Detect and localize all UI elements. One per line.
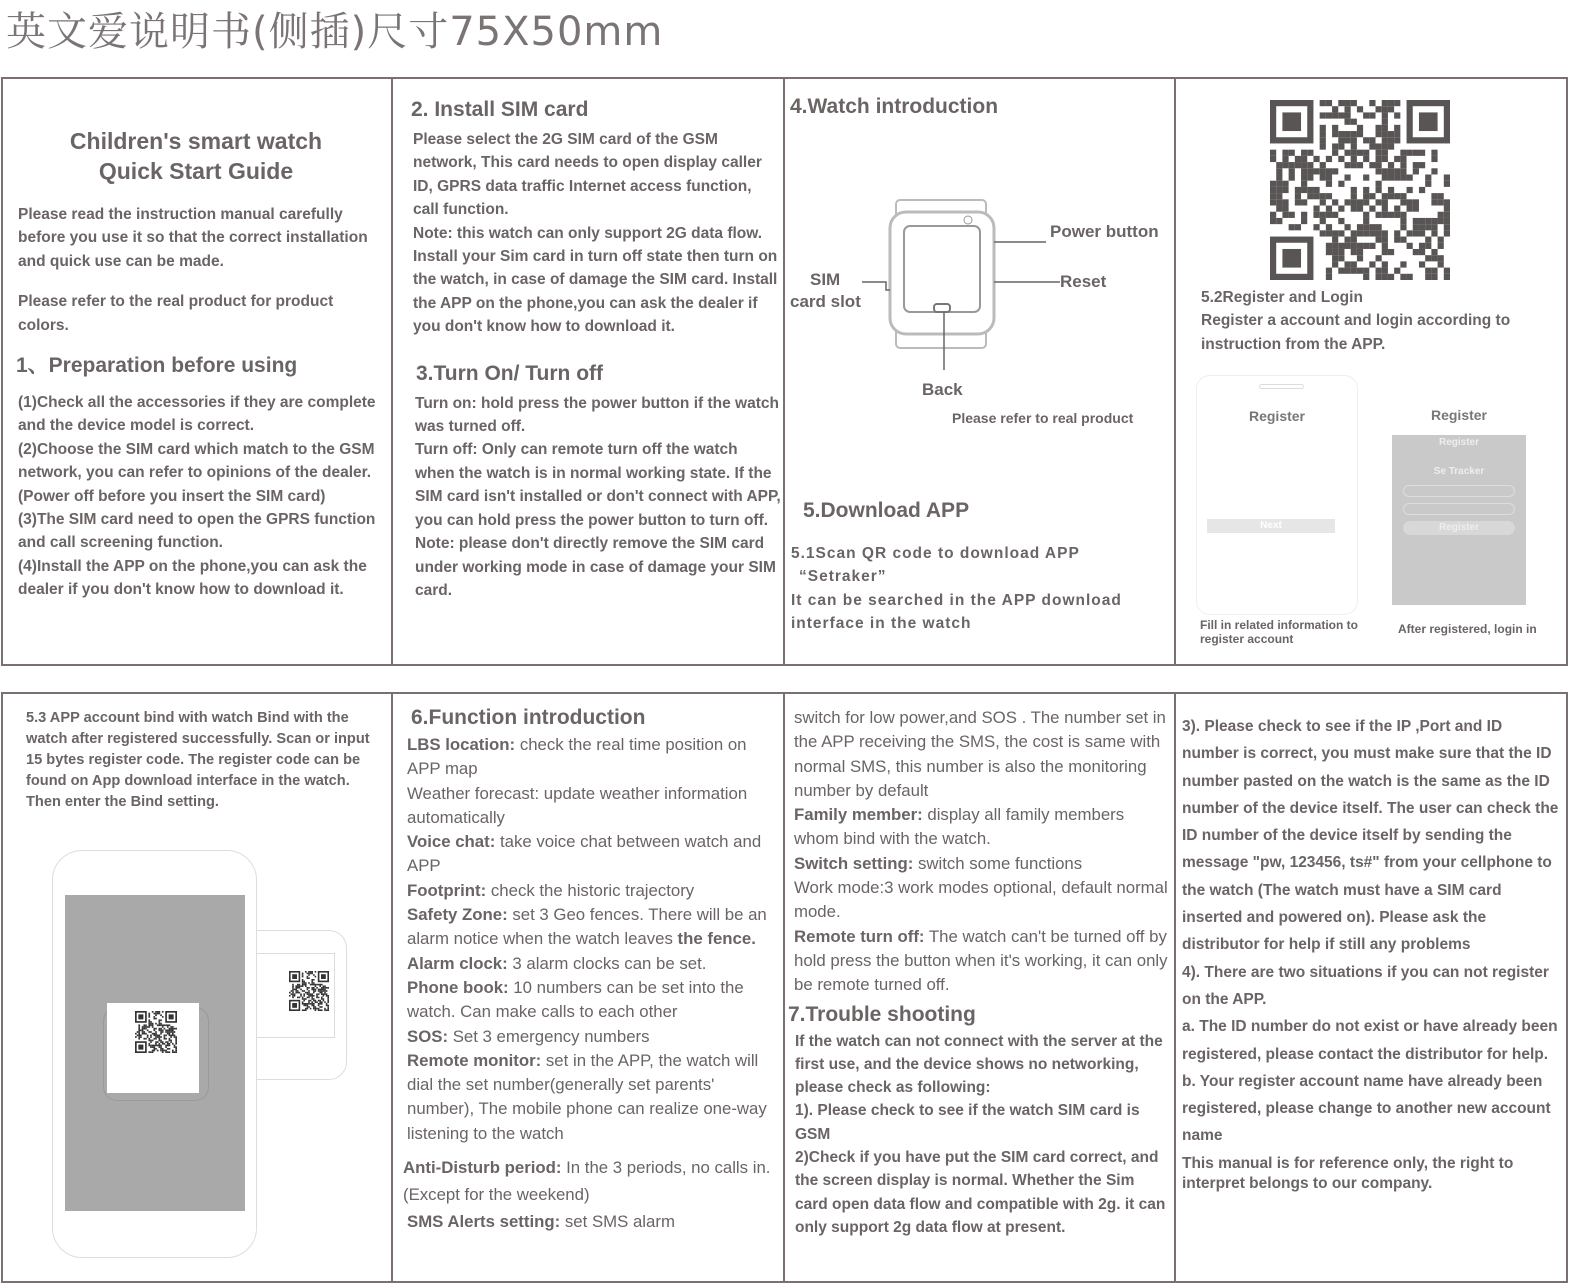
download-step: 5.1Scan QR code to download APP [791,545,1080,562]
register-text: Register a account and login according to instruction from the APP. [1201,312,1511,353]
function-label: SMS Alerts setting: [407,1212,561,1232]
page-title: 英文爱说明书(侧插)尺寸75X50mm [6,9,664,55]
colors-text: Please refer to the real product for product colors. [18,293,334,334]
guide-title-line2: Quick Start Guide [98,158,294,184]
function-label: Footprint: [407,880,487,900]
sim-label: SIM [810,270,841,289]
function-label: Safety Zone: [407,905,508,925]
sim-heading: 2. Install SIM card [411,98,589,121]
trouble-heading: 7.Trouble shooting [788,1002,976,1026]
function-list [407,733,779,1146]
sim-note: Note: this watch can only support 2G data flow. Install your Sim card in turn off state then turn on the watch, in case of damage the SIM card. Install the APP on the phone,you can ask the dealer if you don't know how to download it. [413,224,778,336]
phone1-caption: Fill in related information to register account [1200,618,1359,646]
column-intro [0,126,392,602]
phone-illustration [52,850,257,1258]
function-item [407,879,779,903]
column-download [791,498,1166,636]
function-item [407,976,779,1025]
download-heading: 5.Download APP [803,499,970,522]
next-button[interactable]: Next [1207,519,1335,533]
function-desc: 10 numbers can be set into the watch. Can make calls to each other [407,977,744,1022]
guide-title-line1: Children's smart watch [69,128,323,154]
function-item [407,1049,779,1146]
watch-illustration [255,930,347,1080]
function-label: Switch setting: [794,853,914,873]
function-item [403,1208,779,1235]
function-desc: display all family members whom bind with the watch. [794,805,1125,849]
register-heading: 5.2Register and Login [1201,289,1363,306]
divider [1174,77,1176,666]
reset-label: Reset [1060,272,1107,291]
divider [783,692,785,1283]
preparation-heading: 1、Preparation before using [16,354,298,378]
trouble-step: a. The ID number do not exist or have already been registered, please contact the distributor for help. [1182,1018,1558,1063]
function-label: Anti-Disturb period: [403,1158,562,1178]
turn-heading: 3.Turn On/ Turn off [416,361,604,385]
bind-text: 5.3 APP account bind with watch Bind with the watch after registered successfully. Scan or input 15 bytes register code. The register code can be found on App download interface in the watch. Then enter the Bind setting. [26,710,370,810]
phone-login-screen [1378,375,1548,615]
register-button[interactable]: Register [1403,521,1515,535]
divider [1174,692,1176,1283]
trouble-step: b. Your register account name have already been registered, please change to another new account name [1182,1072,1551,1145]
watch-qr-code [289,971,329,1011]
turn-on-text: Turn on: hold press the power button if the watch was turned off. [415,394,779,436]
trouble-step: 1). Please check to see if the watch SIM card is GSM [795,1102,1140,1143]
column-functions-continued [788,706,1170,1239]
function-heading: 6.Function introduction [411,706,646,729]
phone-register-screen [1196,375,1358,615]
register-title: Register [1248,408,1306,424]
function-desc: take voice chat between watch and APP [407,832,762,876]
watch-heading: 4.Watch introduction [790,95,999,118]
sim-text: Please select the 2G SIM card of the GSM network, This card needs to open display caller ID, GPRS data traffic Internet access function, call function. [413,131,762,219]
turn-off-text: Turn off: Only can remote turn off the watch when the watch is in normal working state. If the SIM card isn't installed or don't connect with APP, you can hold press the power button to turn off. [415,441,781,529]
trouble-step: 3). Please check to see if the IP ,Port and ID number is correct, you must make sure that the ID number pasted on the watch is the same as the ID number of the device itself. The user can check the ID number of the device itself by sending the message "pw, 123456, ts#" from your cellphone to the watch (The watch must have a SIM card inserted and powered on). Please ask the distributor for help if still any problems [1182,718,1559,954]
function-item: Work mode:3 work modes optional, default normal mode. [794,878,1168,922]
function-desc: set in the APP, the watch will dial the set number(generally set parents' number), The mobile phone can realize one-way listening to the watch [407,1050,767,1143]
app-name: “Setraker” [799,568,887,586]
function-desc: set 3 Geo fences. There will be an alarm notice when the watch leaves [407,905,767,949]
function-desc: set SMS alarm [560,1212,675,1232]
prep-item: (2)Choose the SIM card which match to the GSM network, you can refer to opinions of the dealer.(Power off before you insert the SIM card) [18,440,375,505]
function-item [403,1154,779,1208]
function-item [407,782,779,831]
turn-note: Note: please don't directly remove the SIM card under working mode in case of damage your SIM card. [415,535,776,599]
function-desc: The watch can't be turned off by hold press the button when it's working, it can only be remote turned off. [794,926,1168,995]
function-label: SOS: [407,1026,449,1046]
disclaimer: This manual is for reference only, the right to interpret belongs to our company. [1182,1154,1514,1192]
function-label: Alarm clock: [407,953,508,973]
function-item [794,852,1170,876]
power-button-label: Power button [1050,222,1159,241]
intro-text: Please read the instruction manual carefully before you use it so that the correct installation and quick use can be made. [18,206,368,270]
function-desc: Set 3 emergency numbers [448,1026,650,1046]
qr-code[interactable] [1270,100,1452,280]
function-label: Family member: [794,805,923,825]
function-item [794,803,1170,852]
function-label: LBS location: [407,735,516,754]
inner-register-title: Register [1438,437,1479,448]
trouble-text: If the watch can not connect with the server at the first use, and the device shows no networking, please check as following: [795,1032,1163,1097]
back-label: Back [922,380,963,399]
watch-diagram [784,190,1174,380]
function-item [407,733,779,782]
function-label: Remote turn off: [794,926,925,946]
refer-note: Please refer to real product [952,410,1134,426]
column-functions [403,705,779,1235]
function-label: Remote monitor: [407,1050,542,1070]
divider [391,692,393,1283]
watch-qr-code [135,1011,179,1053]
prep-item: (1)Check all the accessories if they are complete and the device model is correct. [18,394,376,435]
function-item [407,830,779,879]
function-item [407,952,779,976]
function-desc: switch some functions [913,853,1083,873]
app-brand: Se Tracker [1433,466,1485,477]
function-desc: the fence. [677,929,756,949]
column-sim [411,97,781,602]
function-item [407,1025,779,1049]
function-desc: Weather forecast: update weather information automatically [407,783,748,827]
function-label: Phone book: [407,977,509,997]
phone2-caption: After registered, login in [1398,622,1537,636]
trouble-step: 4). There are two situations if you can not register on the APP. [1182,963,1549,1008]
prep-item: (3)The SIM card need to open the GPRS function and call screening function. [18,511,376,552]
card-slot-label: card slot [790,292,861,311]
register-title: Register [1430,407,1488,423]
prep-item: (4)Install the APP on the phone,you can ask the dealer if you don't know how to download it. [18,557,367,599]
trouble-step: 2)Check if you have put the SIM card correct, and the screen display is normal. Whether the Sim card open data flow and compatible with 2g. it can only support 2g data flow at present. [795,1149,1166,1236]
function-desc: check the historic trajectory [486,880,695,900]
function-item [407,903,779,952]
function-desc: check the real time position on APP map [407,735,747,779]
function-desc: 3 alarm clocks can be set. [507,953,707,973]
column-troubleshooting [1182,713,1560,1194]
function-item [794,925,1170,998]
function-desc: In the 3 periods, no calls in.(Except for the weekend) [403,1158,771,1205]
download-search: It can be searched in the APP download interface in the watch [791,591,1122,633]
function-continued: switch for low power,and SOS . The number set in the APP receiving the SMS, the cost is same with normal SMS, this number is also the monitoring number by default [794,708,1166,800]
function-label: Voice chat: [407,832,496,852]
